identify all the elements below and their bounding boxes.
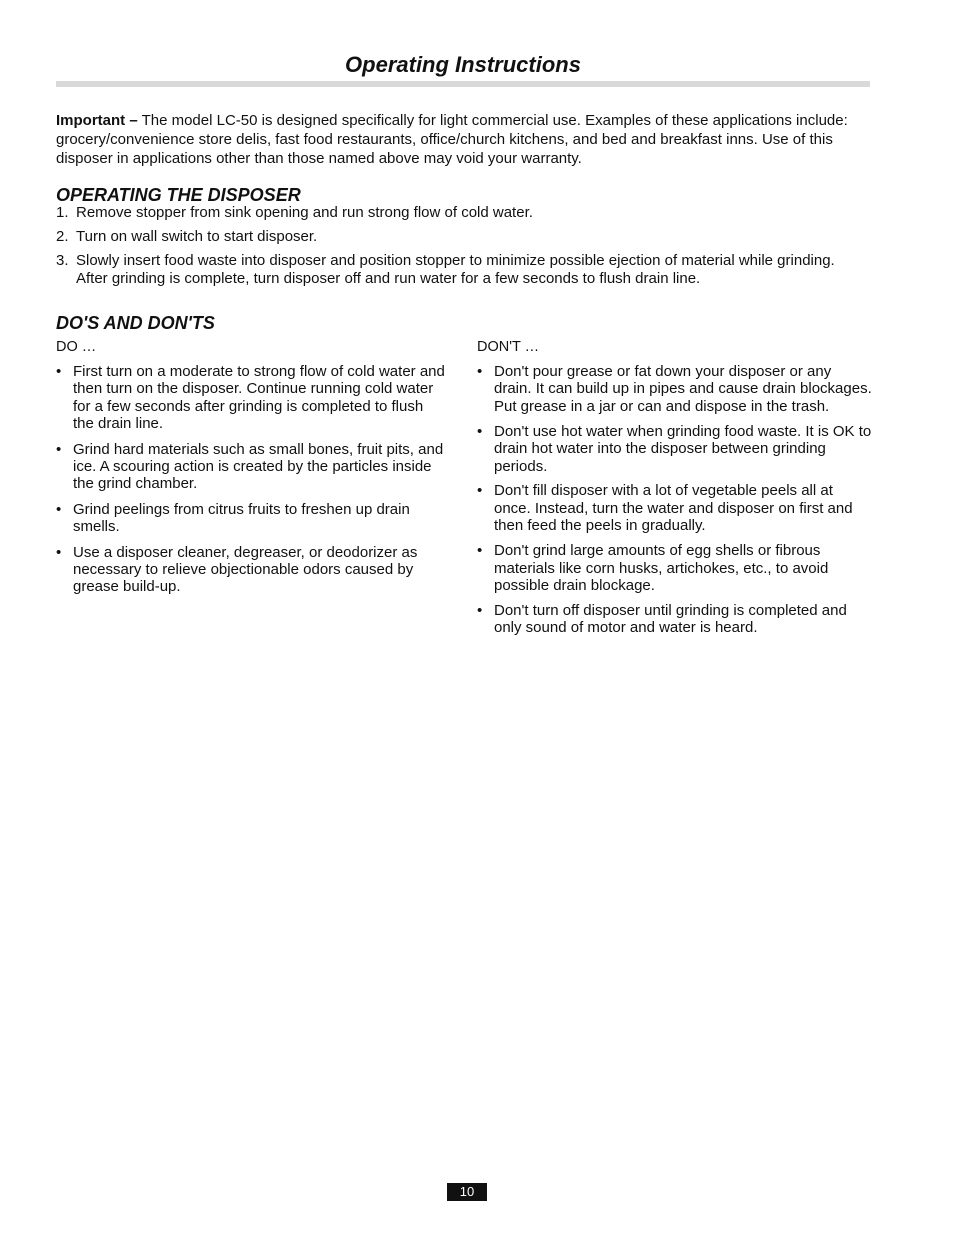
page-title: Operating Instructions [345, 52, 581, 77]
step-number: 1. [56, 204, 69, 221]
do-item [56, 544, 448, 596]
bullet: • [477, 601, 483, 619]
bullet: • [477, 542, 483, 560]
dont-item-text: Don't fill disposer with a lot of vegetable peels all at once. Instead, turn the water and disposer on first and then feed the peels in gradually. [494, 482, 853, 535]
step-number: 2. [56, 228, 69, 245]
bullet: • [477, 363, 483, 380]
page-number: 10 [447, 1183, 487, 1201]
do-item-text: Grind hard materials such as small bones, fruit pits, and ice. A scouring action is created by the particles inside the grind chamber. [73, 440, 444, 493]
title-rule [56, 81, 870, 87]
intro-paragraph [56, 111, 870, 168]
bullet: • [56, 543, 62, 561]
do-item-text: Use a disposer cleaner, degreaser, or deodorizer as necessary to relieve objectionable odors caused by grease build-up. [73, 543, 418, 596]
dont-item [477, 482, 872, 534]
dont-item-text: Don't use hot water when grinding food waste. It is OK to drain hot water into the disposer between grinding periods. [494, 422, 872, 475]
dont-item [477, 423, 872, 475]
do-label: DO … [56, 339, 97, 355]
dont-list [477, 363, 872, 637]
step-text: Turn on wall switch to start disposer. [76, 228, 318, 245]
step-item [56, 204, 856, 222]
do-item-text: First turn on a moderate to strong flow of cold water and then turn on the disposer. Continue running cold water for a few seconds after grinding is completed to flush the drain line. [73, 363, 445, 433]
do-item [56, 501, 448, 536]
bullet: • [477, 482, 483, 500]
dont-item-text: Don't pour grease or fat down your disposer or any drain. It can build up in pipes and cause drain blockages. Put grease in a jar or can and dispose in the trash. [494, 363, 872, 415]
step-text: Slowly insert food waste into disposer and position stopper to minimize possible ejection of material while grinding. After grinding is complete, turn disposer off and run water for a few seconds to flush drain line. [76, 252, 835, 287]
dont-item [477, 363, 872, 415]
step-text: Remove stopper from sink opening and run strong flow of cold water. [76, 204, 533, 221]
bullet: • [477, 422, 483, 440]
dont-item-text: Don't grind large amounts of egg shells or fibrous materials like corn husks, artichokes, etc., to avoid possible drain blockage. [494, 542, 829, 594]
bullet: • [56, 440, 62, 458]
do-column [56, 337, 448, 604]
bullet: • [56, 500, 62, 518]
dont-item-text: Don't turn off disposer until grinding is completed and only sound of motor and water is heard. [494, 601, 847, 637]
dos-donts-heading: DO'S AND DON'TS [56, 313, 215, 333]
step-item [56, 228, 856, 246]
bullet: • [56, 363, 62, 380]
operating-steps [56, 204, 856, 294]
dont-label: DON'T … [477, 339, 540, 355]
step-number: 3. [56, 252, 69, 269]
do-item [56, 363, 448, 433]
dont-column [477, 337, 872, 644]
do-item [56, 441, 448, 493]
do-item-text: Grind peelings from citrus fruits to freshen up drain smells. [73, 500, 410, 536]
dont-item [477, 602, 872, 637]
intro-text: The model LC-50 is designed specifically for light commercial use. Examples of these applications include: grocery/convenience store delis, fast food restaurants, office/church kitchens, and bed and breakfast inns. Use of this disposer in applications other than those named above may void your warranty. [56, 112, 848, 167]
intro-lead: Important – [56, 112, 138, 129]
dont-item [477, 542, 872, 594]
do-list [56, 363, 448, 596]
operating-heading: OPERATING THE DISPOSER [56, 185, 301, 205]
step-item [56, 252, 856, 288]
